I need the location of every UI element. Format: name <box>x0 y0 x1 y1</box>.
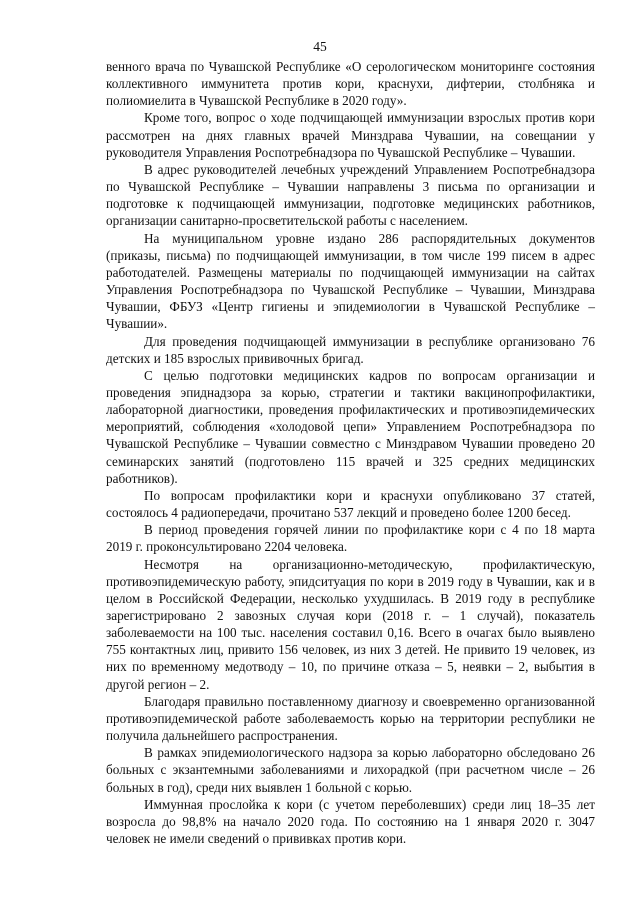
paragraph: Несмотря на организационно-методическую, профилактическую, противоэпидемическую работу, эпидситуация по кори в 2019 году в Чувашии, как и в целом в Российской Федерации, несколько ухудшилась. В 2019 году в республике зарегистрировано 2 завозных случая кори (2018 г. – 1 случай), показатель заболеваемости на 100 тыс. населения составил 0,16. Всего в очагах было выявлено 755 контактных лиц, привито 156 человек, из них 3 детей. Не привито 19 человек, из них по временному медотводу – 10, по причине отказа – 5, неявки – 2, выбытия в другой регион – 2. <box>106 556 595 692</box>
document-body <box>106 58 595 847</box>
page-number: 45 <box>313 39 327 54</box>
paragraph: Иммунная прослойка к кори (с учетом переболевших) среди лиц 18–35 лет возросла до 98,8% на начало 2020 года. По состоянию на 1 января 2020 г. 3047 человек не имели сведений о прививках против кори. <box>106 796 595 847</box>
paragraph: В период проведения горячей линии по профилактике кори с 4 по 18 марта 2019 г. проконсультировано 2204 человека. <box>106 522 595 555</box>
paragraph: Для проведения подчищающей иммунизации в республике организовано 76 детских и 185 взрослых прививочных бригад. <box>106 333 595 366</box>
paragraph: На муниципальном уровне издано 286 распорядительных документов (приказы, письма) по подчищающей иммунизации, в том числе 199 писем в адрес работодателей. Размещены материалы по подчищающей иммунизации на сайтах Управления Роспотребнадзора по Чувашской Республике – Чувашии, Минздрава Чувашии, ФБУЗ «Центр гигиены и эпидемиологии в Чувашской Республике – Чувашии». <box>106 230 595 332</box>
paragraph: С целью подготовки медицинских кадров по вопросам организации и проведения эпиднадзора за корью, стратегии и тактики вакцинопрофилактики, лабораторной диагностики, проведения профилактических и противоэпидемических мероприятий, соблюдения «холодовой цепи» Управлением Роспотребнадзора по Чувашской Республике – Чувашии совместно с Минздравом Чувашии проведено 20 семинарских занятий (подготовлено 115 врачей и 325 средних медицинских работников). <box>106 367 595 486</box>
paragraph: Благодаря правильно поставленному диагнозу и своевременно организованной противоэпидемической работе заболеваемость корью на территории республики не получила дальнейшего распространения. <box>106 693 595 744</box>
paragraph: В адрес руководителей лечебных учреждений Управлением Роспотребнадзора по Чувашской Республике – Чувашии направлены 3 письма по организации и подготовке к подчищающей иммунизации, подготовке медицинских работников, организации санитарно-просветительской работы с населением. <box>106 161 595 229</box>
paragraph-continuation: венного врача по Чувашской Республике «О серологическом мониторинге состояния коллективного иммунитета против кори, краснухи, дифтерии, столбняка и полиомиелита в Чувашской Республике в 2020 году». <box>106 59 595 109</box>
paragraph: Кроме того, вопрос о ходе подчищающей иммунизации взрослых против кори рассмотрен на днях главных врачей Минздрава Чувашии, на совещании у руководителя Управления Роспотребнадзора по Чувашской Республике – Чувашии. <box>106 110 595 160</box>
paragraph: По вопросам профилактики кори и краснухи опубликовано 37 статей, состоялось 4 радиопередачи, прочитано 537 лекций и проведено более 1200 бесед. <box>106 487 595 521</box>
paragraph: В рамках эпидемиологического надзора за корью лабораторно обследовано 26 больных с экзантемными заболеваниями и лихорадкой (при расчетном числе – 26 больных в год), среди них выявлен 1 больной с корью. <box>106 745 595 795</box>
